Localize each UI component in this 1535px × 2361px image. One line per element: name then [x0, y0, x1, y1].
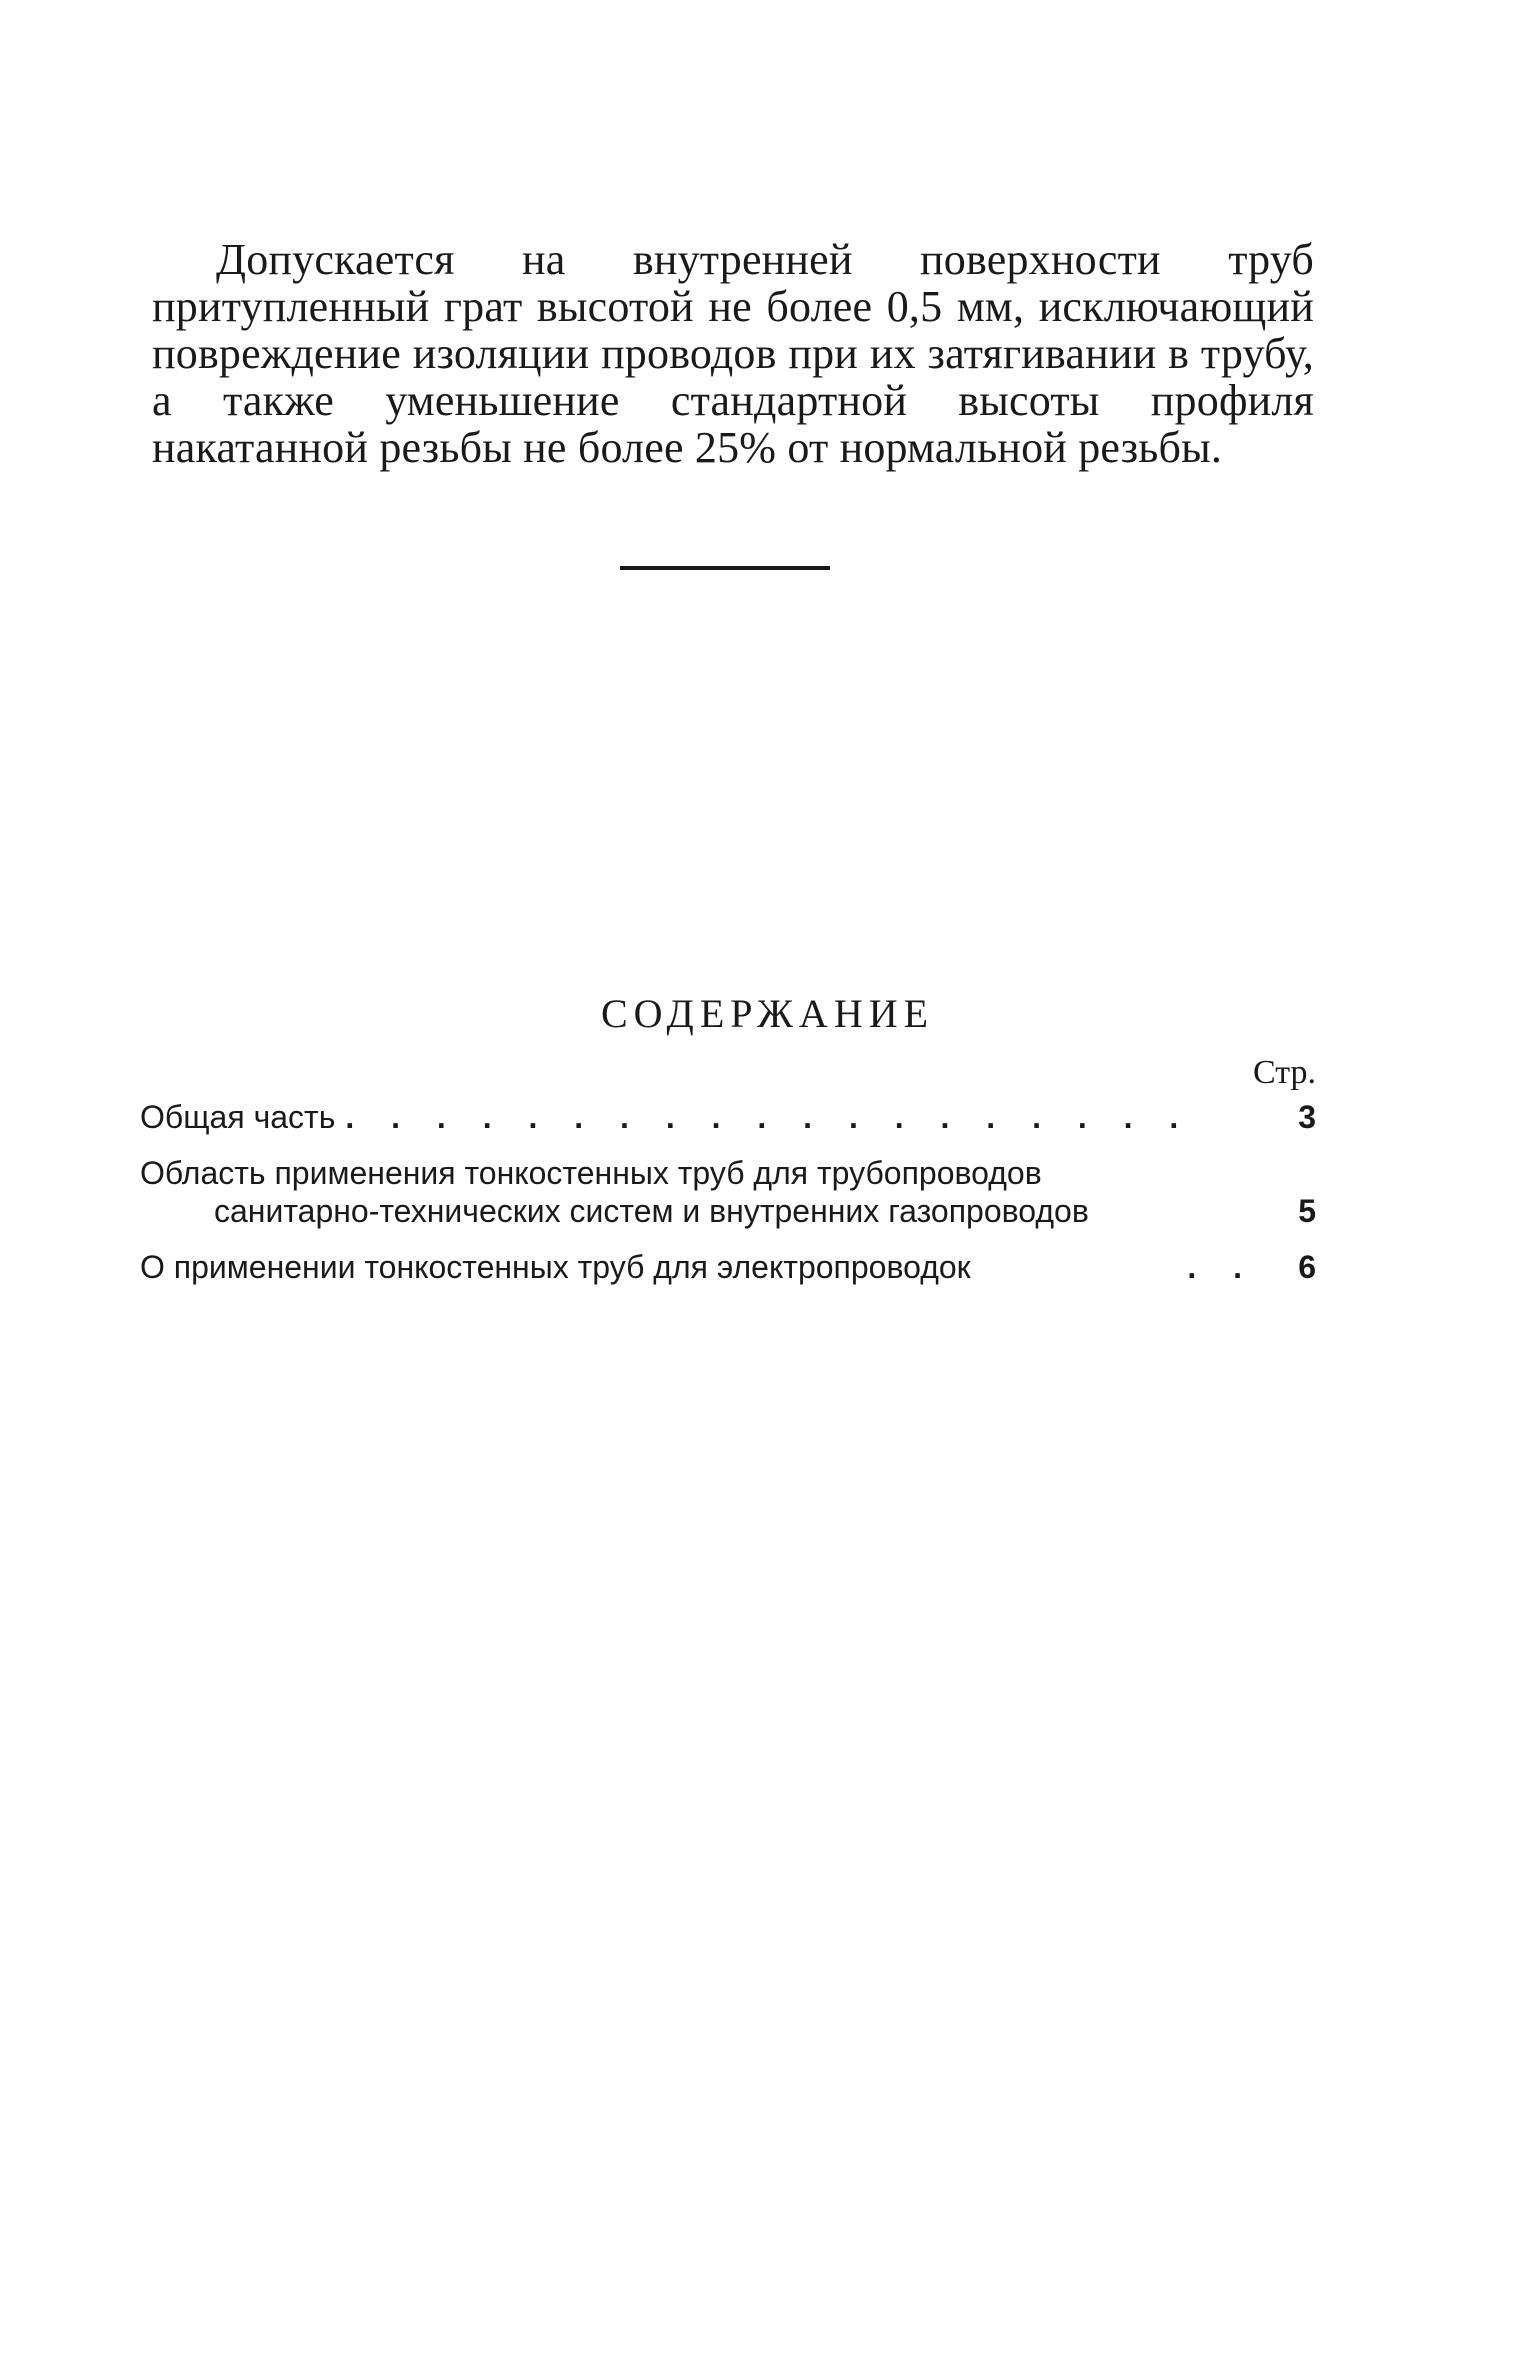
- table-of-contents: [140, 1098, 1316, 1304]
- toc-entry-general: [140, 1098, 1316, 1136]
- toc-entry-application-scope: [140, 1154, 1316, 1230]
- toc-page-number: 6: [1298, 1249, 1316, 1285]
- contents-title: СОДЕРЖАНИЕ: [600, 991, 935, 1036]
- toc-entry-title-line1: Область применения тонкостенных труб для трубопроводов: [140, 1155, 1042, 1191]
- toc-entry-electrical: [140, 1248, 1316, 1286]
- toc-page-number: 3: [1298, 1099, 1316, 1135]
- toc-entry-title: О применении тонкостенных труб для электропроводок: [140, 1249, 971, 1285]
- toc-entry-title-line2: санитарно-технических систем и внутренних газопроводов: [214, 1193, 1089, 1229]
- toc-page-number: 5: [1298, 1193, 1317, 1229]
- toc-leader-dots: . .: [1187, 1249, 1256, 1285]
- toc-entry-title: Общая часть: [140, 1099, 336, 1135]
- page-column-label: Стр.: [1252, 1054, 1316, 1091]
- body-paragraph: Допускается на внутренней поверхности труб притупленный грат высотой не более 0,5 мм, исключающий повреждение изоляции проводов при их затягивании в трубу, а также уменьшение стандартной высоты профиля накатанной резьбы не более 25% от нормальной резьбы.: [152, 235, 1314, 472]
- separator-rule: [620, 566, 830, 570]
- toc-leader-dots: . . . . . . . . . . . . . . . . . . .: [345, 1099, 1193, 1135]
- toc-entry-title: [140, 1154, 1172, 1230]
